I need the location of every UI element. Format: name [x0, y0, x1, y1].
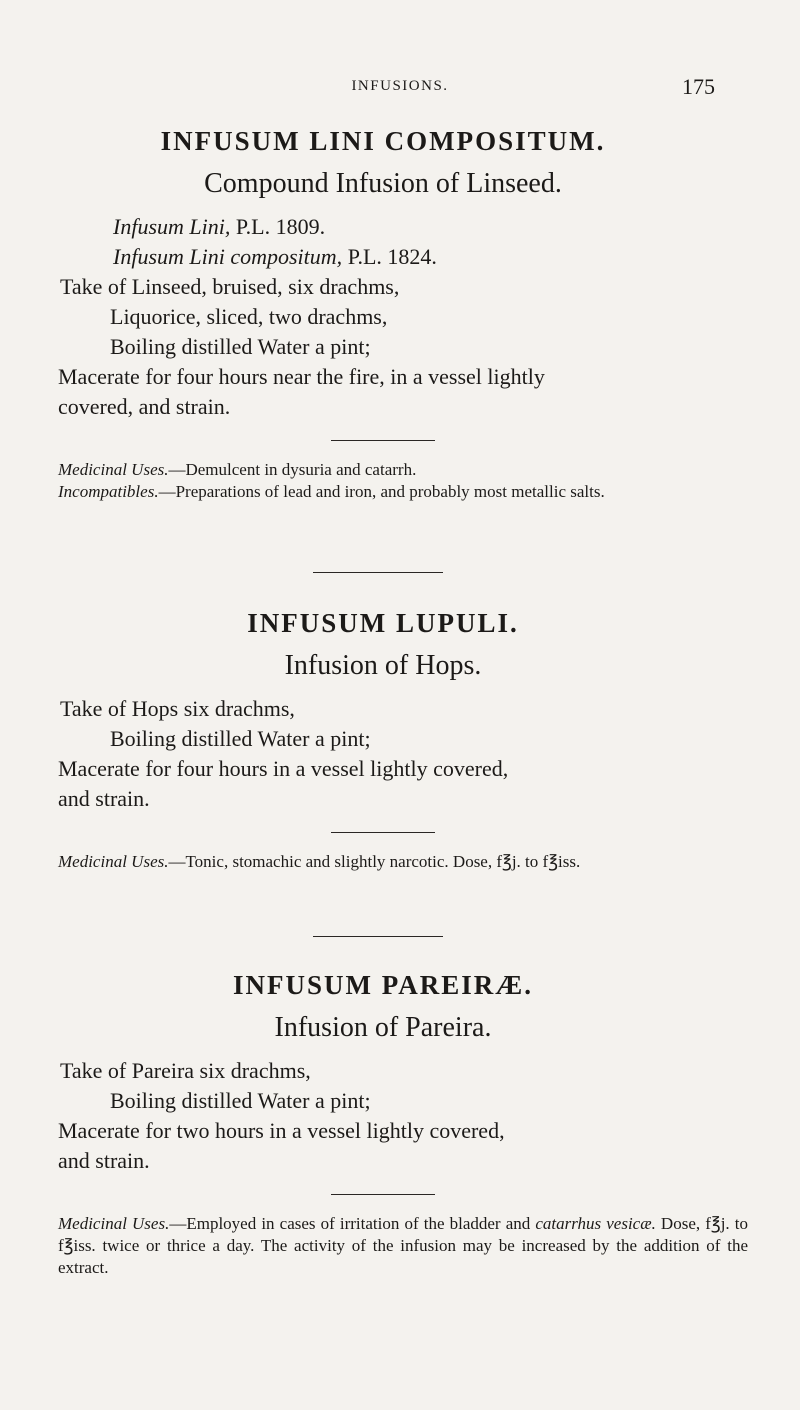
- recipe-line: and strain.: [58, 786, 150, 811]
- note-text: —Preparations of lead and iron, and probably most metallic salts.: [158, 482, 605, 501]
- divider: [331, 1194, 435, 1195]
- synonym-line: [113, 242, 748, 272]
- section-subtitle: Infusion of Hops.: [284, 650, 482, 681]
- note-text: Dose, f℥j. to f℥iss. twice or thrice a day. The activity of the infusion may be increased by the addition of the extract.: [58, 1214, 749, 1277]
- recipe-line: Take of Pareira six drachms,: [60, 1058, 311, 1083]
- note-incompatibles: [58, 481, 748, 503]
- section-subtitle: Compound Infusion of Linseed.: [204, 168, 562, 199]
- recipe-line: Take of Linseed, bruised, six drachms,: [60, 274, 400, 299]
- note-medicinal-uses: [58, 1213, 748, 1279]
- note-label: Medicinal Uses.: [58, 460, 169, 479]
- recipe-line: Macerate for four hours in a vessel lightly covered,: [58, 756, 509, 781]
- divider: [331, 832, 435, 833]
- recipe-line: Macerate for four hours near the fire, in a vessel lightly: [58, 364, 545, 389]
- section-divider: [313, 572, 443, 573]
- note-label: Medicinal Uses.: [58, 852, 169, 871]
- running-head: INFUSIONS.: [351, 78, 449, 94]
- section-title: INFUSUM LINI COMPOSITUM.: [160, 126, 606, 156]
- recipe-line: Macerate for two hours in a vessel lightly covered,: [58, 1118, 505, 1143]
- recipe-line: Boiling distilled Water a pint;: [110, 726, 371, 751]
- note-label: Incompatibles.: [58, 482, 159, 501]
- recipe-line: Take of Hops six drachms,: [60, 696, 295, 721]
- note-text: —Employed in cases of irritation of the bladder and: [169, 1214, 536, 1233]
- note-medicinal-uses: [58, 459, 748, 481]
- note-medicinal-uses: [58, 851, 748, 873]
- note-text: —Demulcent in dysuria and catarrh.: [168, 460, 417, 479]
- synonym-name: Infusum Lini,: [113, 214, 231, 239]
- recipe-line: covered, and strain.: [58, 394, 231, 419]
- recipe-line: Boiling distilled Water a pint;: [110, 1088, 371, 1113]
- synonym-ref: P.L. 1809.: [230, 214, 326, 239]
- recipe-line: Liquorice, sliced, two drachms,: [110, 304, 388, 329]
- note-text: —Tonic, stomachic and slightly narcotic. Dose, f℥j. to f℥iss.: [168, 852, 581, 871]
- section-title: INFUSUM LUPULI.: [247, 608, 519, 638]
- section-subtitle: Infusion of Pareira.: [274, 1012, 492, 1043]
- section-lini: [58, 124, 748, 503]
- section-divider: [313, 936, 443, 937]
- synonym-line: [113, 212, 748, 242]
- note-label: catarrhus vesicæ.: [535, 1214, 656, 1233]
- section-title: INFUSUM PAREIRÆ.: [233, 970, 533, 1000]
- recipe-line: and strain.: [58, 1148, 150, 1173]
- synonym-name: Infusum Lini compositum,: [113, 244, 343, 269]
- recipe-line: Boiling distilled Water a pint;: [110, 334, 371, 359]
- divider: [331, 440, 435, 441]
- synonym-ref: P.L. 1824.: [342, 244, 437, 269]
- section-pareirae: [58, 968, 748, 1279]
- page-number: 175: [682, 74, 715, 99]
- section-lupuli: [58, 606, 748, 873]
- note-label: Medicinal Uses.: [58, 1214, 170, 1233]
